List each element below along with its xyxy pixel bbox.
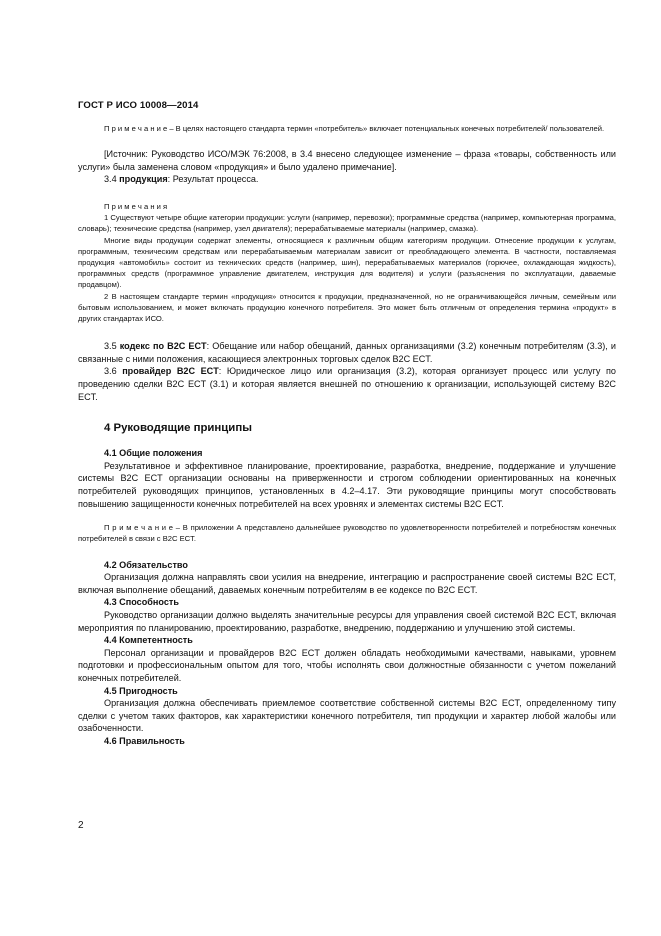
source-reference: [Источник: Руководство ИСО/МЭК 76:2008, в 3.4 внесено следующее изменение – фраза «товары, собственность или услуги» была заменена словом «продукция» и было удалено примечание]. bbox=[78, 149, 616, 172]
term-3-4: 3.4 продукция: Результат процесса. bbox=[104, 174, 259, 185]
note-text: – В приложении А представлено дальнейшее руководство по удовлетворенности потребителей и потребностям конечных потребителей в связи с B2C ECT. bbox=[78, 523, 616, 544]
notes-label: П р и м е ч а н и я bbox=[104, 201, 168, 211]
note-text: – В целях настоящего стандарта термин «потребитель» включает потенциальных конечных потребителей/ пользователей. bbox=[167, 124, 605, 133]
page-content bbox=[78, 120, 616, 747]
section-4-title: 4 Руководящие принципы bbox=[104, 422, 252, 435]
section-4-3-text: Руководство организации должно выделять значительные ресурсы для управления своей системой B2C ECT, включая мероприятия по планированию, проектированию, разработке, внедрению, поддержанию и улучшению этой системы. bbox=[78, 609, 616, 633]
section-4-4-text: Персонал организации и провайдеров B2C ECT должен обладать необходимыми качествами, навыками, уровнем подготовки и профессиональным опытом для того, чтобы исполнять свои должностные обязанности с учетом пожеланий конечных потребителей. bbox=[78, 647, 616, 683]
page-number: 2 bbox=[78, 820, 84, 831]
section-4-5-text: Организация должна обеспечивать приемлемое соответствие собственной системы B2C ECT, определенному типу сделки с учетом таких факторов, как характеристики конечного потребителя, тип продукции и характер любой жалобы или озабоченности. bbox=[78, 698, 616, 734]
section-4-5-title: 4.5 Пригодность bbox=[104, 685, 178, 696]
section-4-1-title: 4.1 Общие положения bbox=[104, 448, 203, 459]
note-2: 2 В настоящем стандарте термин «продукция» относится к продукции, предназначенной, но не ограничивающейся личным, семейным или бытовым использованием, и может включать продукцию конечного потребителя. Это может быть отличным от определения термина «продукт» в других стандартах ИСО. bbox=[78, 291, 616, 324]
section-4-2-title: 4.2 Обязательство bbox=[104, 559, 188, 570]
term-name: кодекс по B2C ECT bbox=[119, 341, 207, 352]
section-4-2-text: Организация должна направлять свои усилия на внедрение, интеграцию и распространение своей системы B2C ECT, включая выполнение обещаний, даваемых конечным потребителям в ее кодексе по B2C ECT. bbox=[78, 572, 616, 595]
section-4-1-note bbox=[78, 522, 616, 544]
note-label: П р и м е ч а н и е bbox=[104, 124, 168, 133]
section-4-6-title: 4.6 Правильность bbox=[104, 735, 185, 746]
note-consumer bbox=[78, 123, 616, 134]
section-4-1-text: Результативное и эффективное планирование, проектирование, разработка, внедрение, поддержание и улучшение системы B2C ECT организации основаны на приверженности и строгом соблюдении ориентированных на конечных потребителей руководящих принципов, установленных в 4.2–4.17. Эти руководящие принципы могут способствовать повышению защищенности конечных потребителей на всех уровнях и элементах системы B2C ECT. bbox=[78, 460, 616, 509]
section-4-4-title: 4.4 Компетентность bbox=[104, 635, 193, 646]
document-header: ГОСТ Р ИСО 10008—2014 bbox=[78, 100, 199, 111]
term-3-6: 3.6 провайдер B2C ECT: Юридическое лицо или организация (3.2), которая организует процесс или услугу по проведению сделки B2C ECT (3.1) и которая является внешней по отношению к организации, использующей систему B2C ECT. bbox=[78, 366, 616, 402]
note-label: П р и м е ч а н и е bbox=[104, 523, 174, 533]
note-1: 1 Существуют четыре общие категории продукции: услуги (например, перевозки); программные средства (например, компьютерная программа, словарь); технические средства (например, узел двигателя); перерабатываемые материалы (например, смазка). bbox=[78, 213, 616, 234]
term-name: провайдер B2C ECT bbox=[122, 366, 219, 377]
term-3-5: 3.5 кодекс по B2C ECT: Обещание или набор обещаний, данных организациями (3.2) конечным потребителям (3.3), и связанные с ними положения, касающиеся электронных торговых сделок B2C ECT. bbox=[78, 341, 616, 364]
note-1-continued: Многие виды продукции содержат элементы, относящиеся к различным общим категориям продукции. Отнесение продукции к услугам, программным, техническим средствам или перерабатываемым материалам зависит от преобладающего элемента. В частности, поставляемая продукция «автомобиль» состоит из технических средств (например, шин), перерабатываемых материалов (горючее, охлаждающая жидкость), программных средств (программное управление двигателем, инструкция для водителя) и услуги (разъяснения по эксплуатации, даваемые продавцом). bbox=[78, 235, 616, 290]
term-name: продукция bbox=[119, 174, 168, 185]
section-4-3-title: 4.3 Способность bbox=[104, 597, 179, 608]
